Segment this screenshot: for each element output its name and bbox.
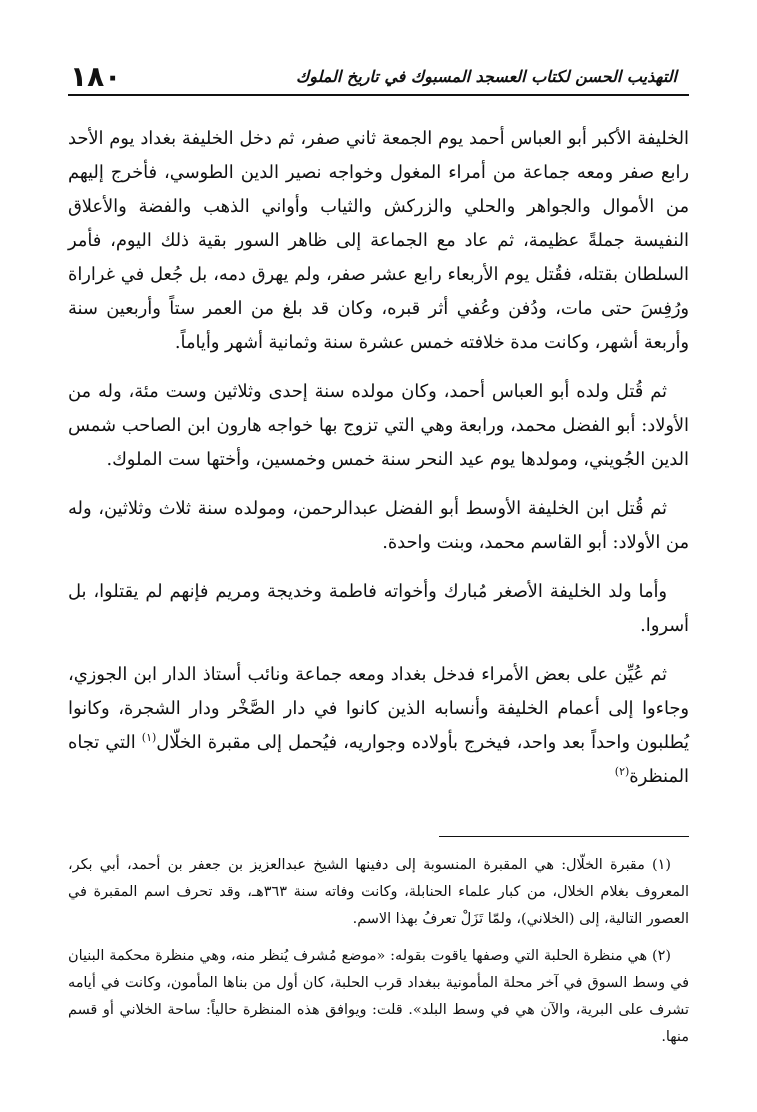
- footnote-2: (٢) هي منظرة الحلبة التي وصفها ياقوت بقوله: «موضع مُشرف يُنظر منه، وهي منظرة محكمة البنيان في وسط السوق في آخر محلة المأمونية ببغداد قرب الحلبة، كان أول من بناها المأمون، وكانت في أيامه تشرف على البرية، والآن هي في وسط البلد». قلت: ويوافق هذه المنظرة حالياً: ساحة الخلاني أو قسم منها.: [68, 948, 689, 1045]
- page-number: ١٨٠: [70, 60, 122, 93]
- running-title: التهذيب الحسن لكتاب العسجد المسبوك في تاريخ الملوك: [296, 67, 677, 86]
- footnotes: [68, 852, 689, 1061]
- footnote-ref-1[interactable]: (١): [141, 731, 157, 745]
- footnote-1: (١) مقبرة الخلّال: هي المقبرة المنسوبة إلى دفينها الشيخ عبدالعزيز بن جعفر بن أحمد، أبي بكر، المعروف بغلام الخلال، من كبار علماء الحنابلة، وكانت وفاته سنة ٣٦٣هـ، وقد تحرف اسم المقبرة في العصور التالية، إلى (الخلاني)، ولمّا تَزَلْ تعرفُ بهذا الاسم.: [68, 857, 689, 927]
- footnote-ref-2[interactable]: (٢): [614, 765, 630, 779]
- paragraph-5-text-a: ثم عُيِّن على بعض الأمراء فدخل بغداد ومعه جماعة ونائب أستاذ الدار ابن الجوزي، وجاءوا إلى أعمام الخليفة وأنسابه الذين كانوا في دار الصَّخْر ودار الشجرة، وكانوا يُطلبون واحداً بعد واحد، فيخرج بأولاده وجواريه، فيُحمل إلى مقبرة الخلّال: [68, 664, 690, 753]
- paragraph-2: ثم قُتل ولده أبو العباس أحمد، وكان مولده سنة إحدى وثلاثين وست مئة، وله من الأولاد: أبو الفضل محمد، ورابعة وهي التي تزوج بها خواجه هارون ابن الصاحب شمس الدين الجُويني، ومولدها يوم عيد النحر سنة خمس وخمسين، وأختها ست الملوك.: [68, 381, 689, 470]
- footnote-separator: [439, 836, 689, 837]
- paragraph-5-text-b: التي تجاه المنظرة: [68, 732, 689, 787]
- main-text: [68, 122, 689, 809]
- paragraph-5: [68, 658, 689, 794]
- paragraph-4: وأما ولد الخليفة الأصغر مُبارك وأخواته فاطمة وخديجة ومريم فإنهم لم يقتلوا، بل أسروا.: [68, 581, 689, 636]
- page-header: [68, 58, 689, 96]
- paragraph-3: ثم قُتل ابن الخليفة الأوسط أبو الفضل عبدالرحمن، ومولده سنة ثلاث وثلاثين، وله من الأولاد: أبو القاسم محمد، وبنت واحدة.: [68, 498, 689, 553]
- paragraph-1: الخليفة الأكبر أبو العباس أحمد يوم الجمعة ثاني صفر، ثم دخل الخليفة بغداد يوم الأحد رابع صفر ومعه جماعة من أمراء المغول وخواجه نصير الدين الطوسي، فأخرج إليهم من الأموال والجواهر والحلي والزركش والثياب وأواني الذهب والفضة والأعلاق النفيسة جملةً عظيمة، ثم عاد مع الجماعة إلى ظاهر السور بقية ذلك اليوم، فأمر السلطان بقتله، فقُتل يوم الأربعاء رابع عشر صفر، ولم يهرق دمه، بل جُعل في غراراة ورُفِسَ حتى مات، ودُفن وعُفي أثر قبره، وكان قد بلغ من العمر ستاً وأربعين سنة وأربعة أشهر، وكانت مدة خلافته خمس عشرة سنة وثمانية أشهر وأياماً.: [68, 128, 689, 353]
- header-rule: [68, 94, 689, 96]
